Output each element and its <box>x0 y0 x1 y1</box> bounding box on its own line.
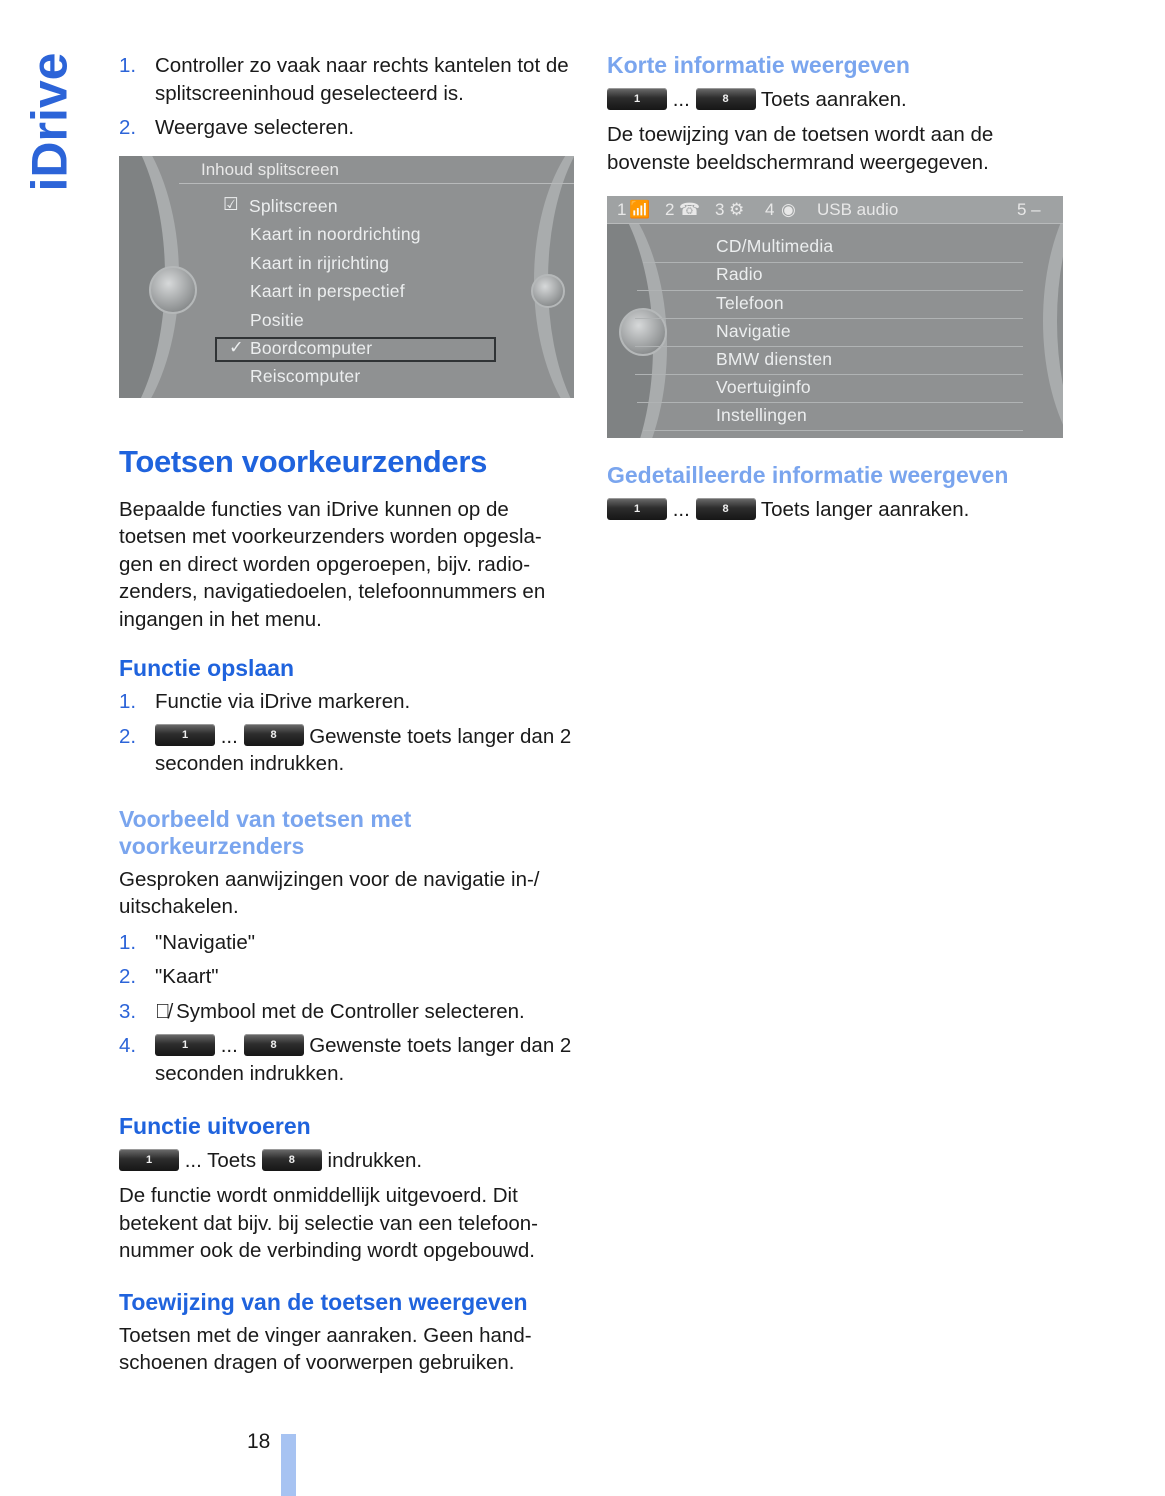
section-title-detail-info: Gedetailleerde informatie weergeven <box>607 462 1009 488</box>
list-item: 4. 1 ... 8 Gewenste toets langer dan 2 seconden indrukken. <box>119 1034 572 1085</box>
section-title-example: Voorbeeld van toetsen met voorkeurzenders <box>119 805 412 859</box>
menu-item: Radio <box>716 264 763 284</box>
section-title-execute: Functie uitvoeren <box>119 1113 311 1139</box>
preset-key-1-icon: 1 <box>607 88 667 110</box>
menu-item-selected: Boordcomputer <box>250 337 373 358</box>
signal-icon: 📶 <box>629 200 651 219</box>
page-title: Toetsen voorkeurzenders <box>119 443 488 479</box>
execute-paragraph: De functie wordt onmiddellijk uitgevoerd. Dit betekent dat bijv. bij selectie van een telefoon-nummer ook de verbinding wordt opgebouwd. <box>119 1184 538 1262</box>
menu-item: Navigatie <box>716 321 791 341</box>
phone-icon: ☎ <box>679 200 701 219</box>
example-intro: Gesproken aanwijzingen voor de navigatie in-/ uitschakelen. <box>119 867 540 918</box>
divider <box>643 430 1023 431</box>
list-item: 2. Weergave selecteren. <box>119 116 355 139</box>
section-title-short-info: Korte informatie weergeven <box>607 52 910 78</box>
checkbox-icon: ☑ <box>223 193 239 214</box>
menu-item: Splitscreen <box>249 195 338 216</box>
controller-knob-icon <box>531 274 565 308</box>
preset-key-1-icon: 1 <box>607 498 667 520</box>
divider <box>635 346 1023 347</box>
right-column <box>607 52 1065 531</box>
gear-icon: ⚙ <box>729 200 745 219</box>
example-steps <box>119 929 574 1088</box>
speaker-check-icon: 🕬̸ <box>155 999 171 1023</box>
intro-steps <box>119 52 574 142</box>
preset-key-1-icon: 1 <box>155 1034 215 1056</box>
detail-key-row: 1 ... 8 Toets langer aanraken. <box>607 495 1065 525</box>
menu-item: Voertuiginfo <box>716 377 811 397</box>
short-key-row: 1 ... 8 Toets aanraken. <box>607 85 1065 115</box>
list-item: 2. "Kaart" <box>119 965 219 988</box>
menu-item: Kaart in noordrichting <box>250 223 421 244</box>
preset-status-bar: 1 📶 2 ☎ 3 ⚙ 4 ◉ USB audio 5 – <box>607 196 1063 224</box>
menu-item: Instellingen <box>716 405 807 425</box>
divider <box>637 290 1023 291</box>
execute-key-row: 1 ... Toets 8 indrukken. <box>119 1146 574 1176</box>
page-marker-bar <box>281 1434 296 1496</box>
short-info-paragraph: De toewijzing van de toetsen wordt aan de bovenste beeldschermrand weergegeven. <box>607 123 994 174</box>
controller-knob-icon <box>149 266 197 314</box>
list-item: 1. Functie via iDrive markeren. <box>119 690 411 713</box>
check-icon: ✓ <box>229 336 244 357</box>
preset-key-1-icon: 1 <box>155 724 215 746</box>
list-item: 1. "Navigatie" <box>119 930 256 954</box>
list-item: 1. Controller zo vaak naar rechts kantelen tot de splitscreeninhoud geselecteerd is. <box>119 54 569 105</box>
controller-knob-icon <box>619 308 667 356</box>
menu-item: Telefoon <box>716 293 784 313</box>
left-column <box>119 52 574 1385</box>
side-tab-label: iDrive <box>21 52 77 192</box>
splitscreen-menu-screenshot <box>119 156 574 398</box>
menu-item: Kaart in perspectief <box>250 280 405 301</box>
intro-paragraph: Bepaalde functies van iDrive kunnen op de toetsen met voorkeurzenders worden opgesla-gen en direct worden opgeroepen, bijv. radio-zenders, navigatiedoelen, telefoonnummers en ingangen in het menu. <box>119 497 546 631</box>
screen-right-arc <box>1043 196 1063 438</box>
media-icon: ◉ <box>781 200 796 219</box>
menu-item: Positie <box>250 309 304 330</box>
preset-key-8-icon: 8 <box>696 88 756 110</box>
main-menu-screenshot <box>607 196 1063 438</box>
menu-item: Reiscomputer <box>250 365 361 386</box>
preset-key-8-icon: 8 <box>696 498 756 520</box>
list-item: 2. 1 ... 8 Gewenste toets langer dan 2 seconden indrukken. <box>119 724 572 775</box>
menu-item: Kaart in rijrichting <box>250 252 390 273</box>
side-tab <box>21 52 77 192</box>
section-title-store: Functie opslaan <box>119 655 295 681</box>
divider <box>635 374 1023 375</box>
menu-item: CD/Multimedia <box>716 236 834 256</box>
preset-key-1-icon: 1 <box>119 1149 179 1171</box>
menu-item: BMW diensten <box>716 349 833 369</box>
assign-paragraph: Toetsen met de vinger aanraken. Geen hand-schoenen dragen of voorwerpen gebruiken. <box>119 1323 532 1374</box>
section-title-assign: Toewijzing van de toetsen weergeven <box>119 1288 528 1315</box>
preset-key-8-icon: 8 <box>244 724 304 746</box>
screen-header <box>179 156 574 184</box>
preset-key-8-icon: 8 <box>244 1034 304 1056</box>
divider <box>643 262 1023 263</box>
page-number: 18 <box>247 1430 271 1453</box>
preset-key-8-icon: 8 <box>262 1149 322 1171</box>
list-item: 3. 🕬̸ Symbool met de Controller selecteren. <box>119 999 525 1023</box>
divider <box>635 318 1023 319</box>
screen-header-title: Inhoud splitscreen <box>201 159 339 179</box>
divider <box>637 402 1023 403</box>
store-steps <box>119 688 574 778</box>
